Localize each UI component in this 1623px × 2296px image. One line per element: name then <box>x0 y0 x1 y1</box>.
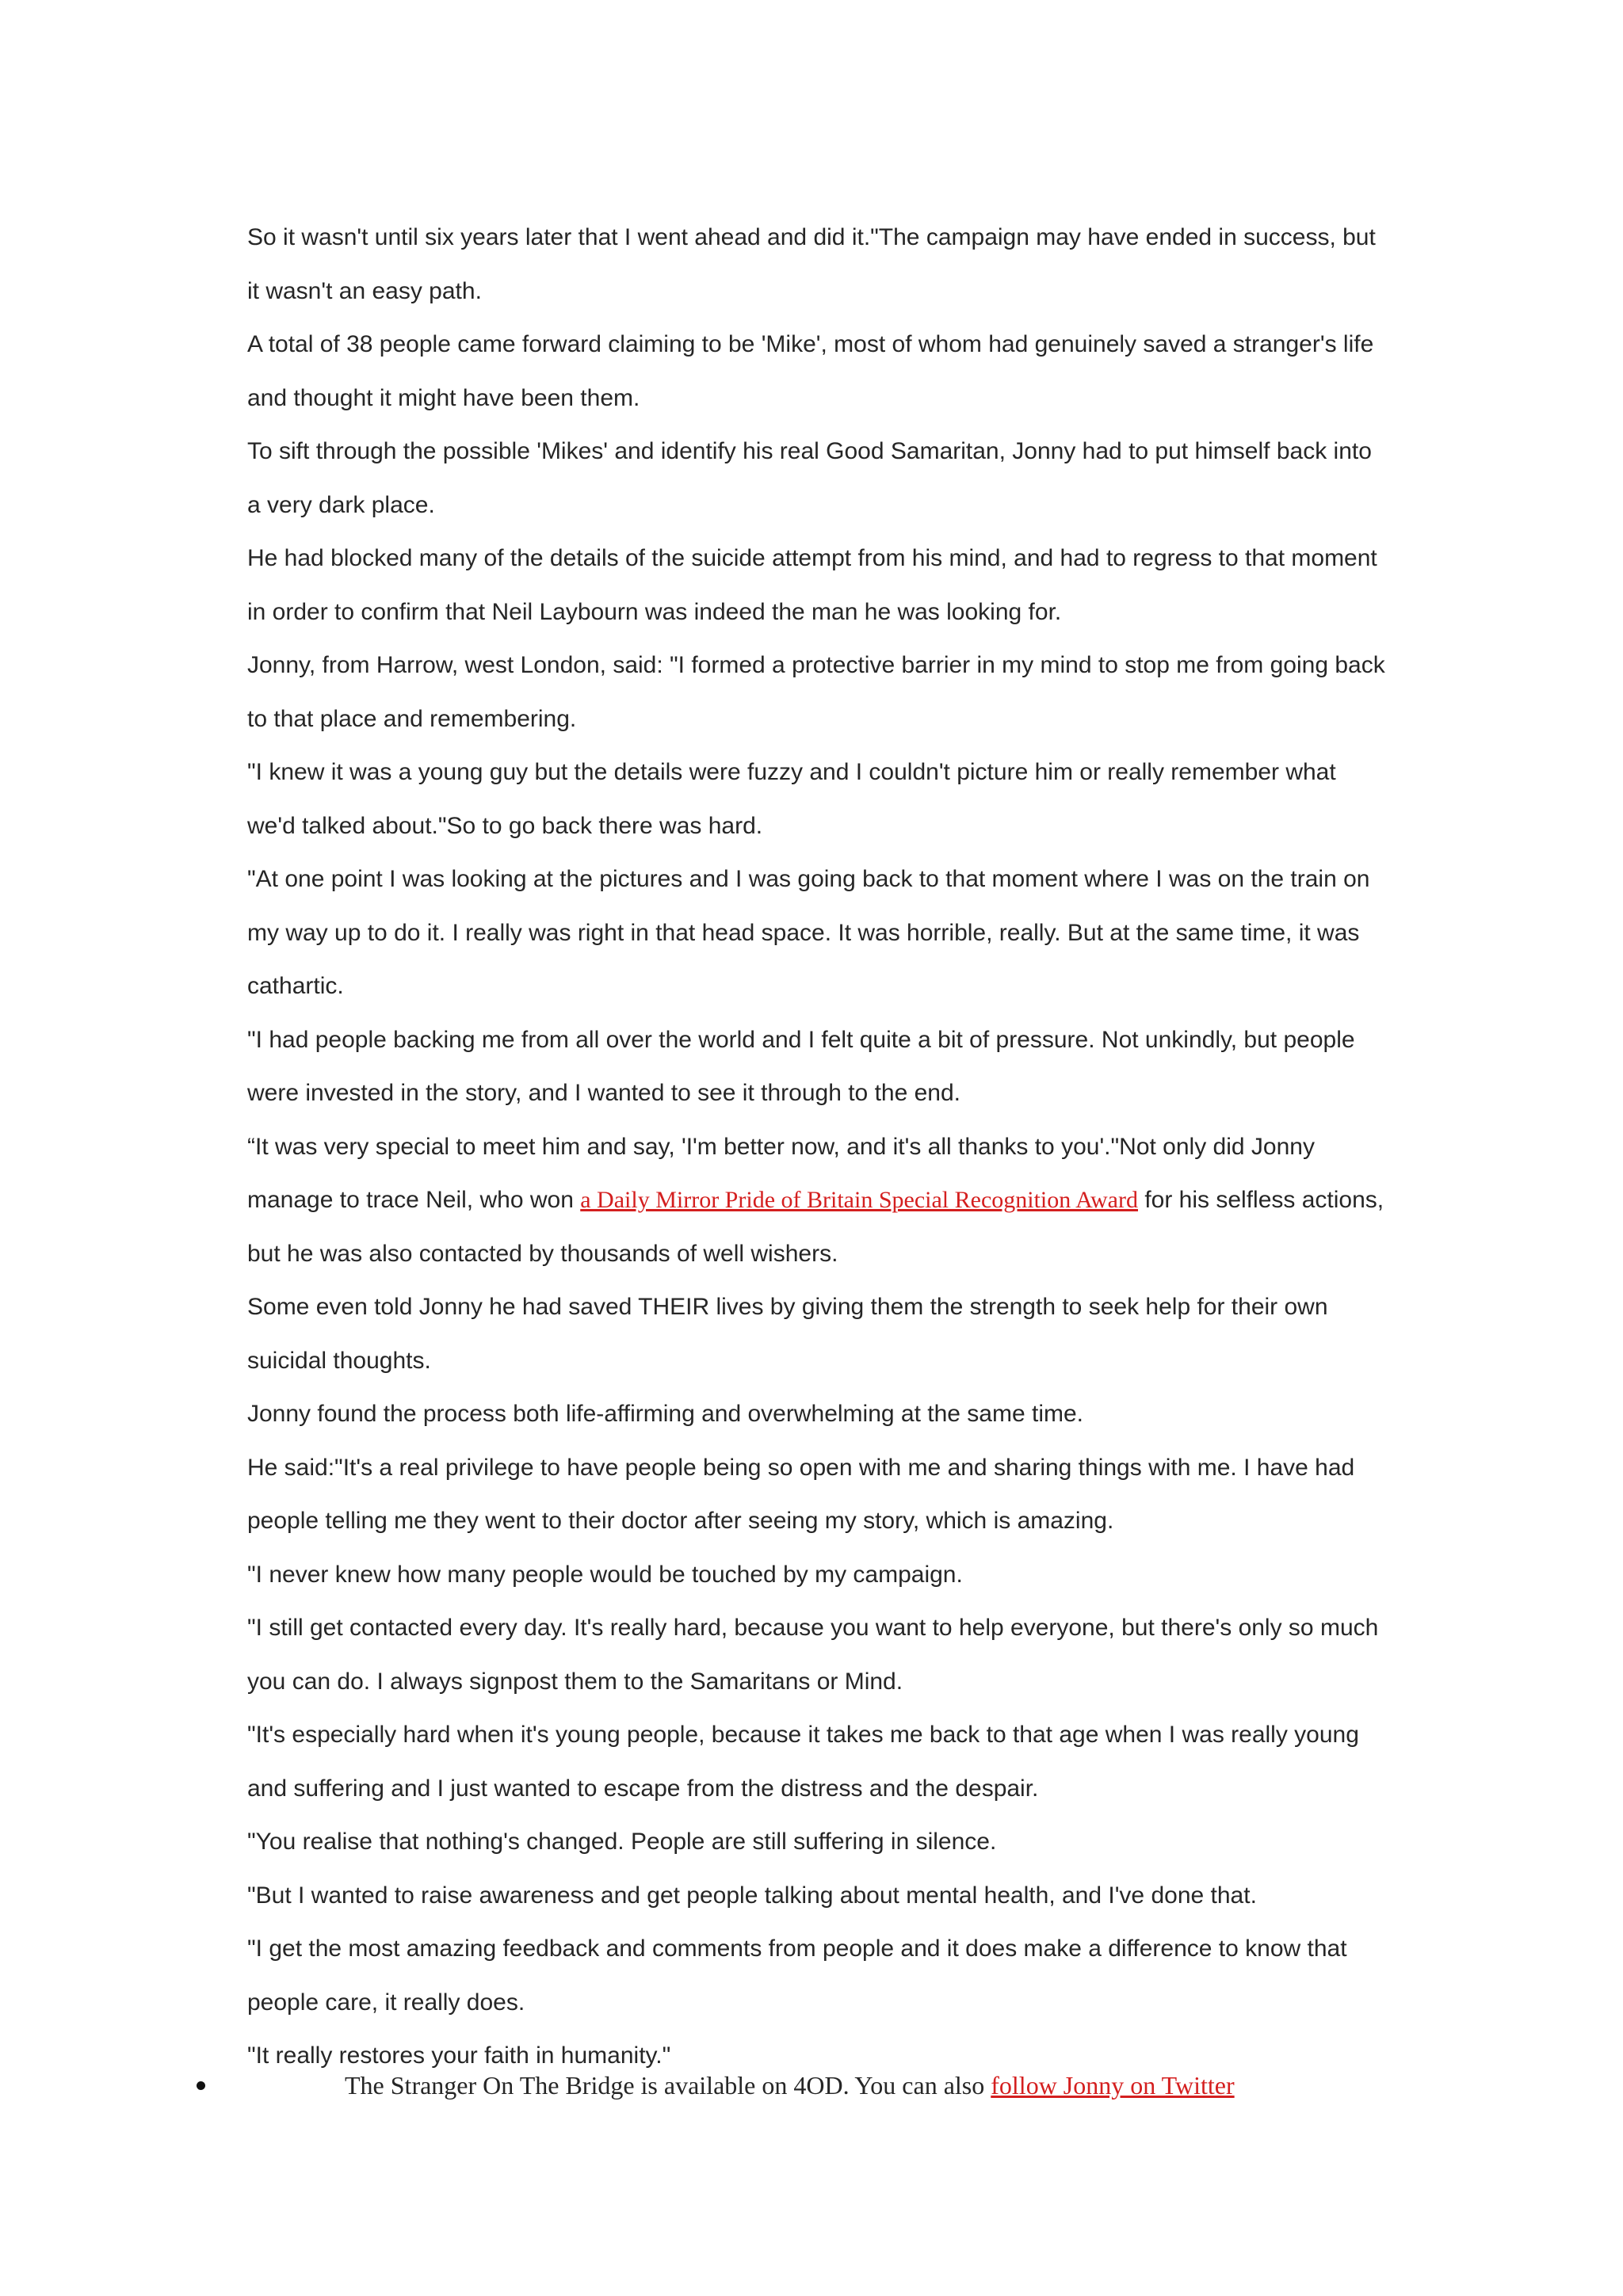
paragraph-text: “It was very special to meet him and say, 'I'm better now, and it's all thanks to you'."Not only did Jonny manage to trace Neil, who won <box>247 1133 1315 1213</box>
paragraph: "I get the most amazing feedback and comments from people and it does make a difference to know that people care, it really does. <box>247 1936 1347 2016</box>
follow-jonny-twitter-link[interactable]: follow Jonny on Twitter <box>991 2071 1235 2100</box>
paragraph: Jonny found the process both life-affirming and overwhelming at the same time. <box>247 1401 1084 1427</box>
paragraph: "You realise that nothing's changed. People are still suffering in silence. <box>247 1829 997 1855</box>
paragraph: To sift through the possible 'Mikes' and identify his real Good Samaritan, Jonny had to put himself back into a very dark place. <box>247 438 1372 518</box>
paragraph: "I never knew how many people would be touched by my campaign. <box>247 1561 963 1588</box>
paragraph: He said:"It's a real privilege to have people being so open with me and sharing things with me. I have had people telling me they went to their doctor after seeing my story, which is amazing. <box>247 1454 1355 1534</box>
paragraph: He had blocked many of the details of the suicide attempt from his mind, and had to regress to that moment in order to confirm that Neil Laybourn was indeed the man he was looking for. <box>247 545 1377 625</box>
paragraph-with-link <box>247 1120 1388 1281</box>
paragraph: "I had people backing me from all over the world and I felt quite a bit of pressure. Not unkindly, but people were invested in the story, and I wanted to see it through to the end. <box>247 1026 1355 1106</box>
paragraph: "I knew it was a young guy but the details were fuzzy and I couldn't picture him or really remember what we'd talked about."So to go back there was hard. <box>247 759 1336 839</box>
paragraph: A total of 38 people came forward claiming to be 'Mike', most of whom had genuinely saved a stranger's life and thought it might have been them. <box>247 331 1374 411</box>
bullet-text <box>345 2061 1235 2109</box>
bullet-icon <box>197 2081 205 2090</box>
paragraph: So it wasn't until six years later that I went ahead and did it."The campaign may have ended in success, but it wasn't an easy path. <box>247 224 1376 304</box>
pride-of-britain-award-link[interactable]: a Daily Mirror Pride of Britain Special Recognition Award <box>580 1187 1138 1213</box>
paragraph: "It really restores your faith in humanity." <box>247 2042 671 2069</box>
bullet-label: The Stranger On The Bridge is available on 4OD. You can also <box>345 2071 991 2100</box>
paragraph: "I still get contacted every day. It's really hard, because you want to help everyone, but there's only so much you can do. I always signpost them to the Samaritans or Mind. <box>247 1615 1379 1695</box>
paragraph: "It's especially hard when it's young people, because it takes me back to that age when I was really young and suffering and I just wanted to escape from the distress and the despair. <box>247 1722 1359 1802</box>
paragraph: "But I wanted to raise awareness and get people talking about mental health, and I've done that. <box>247 1882 1257 1909</box>
bullet-list-item <box>195 2061 1384 2109</box>
paragraph: "At one point I was looking at the pictures and I was going back to that moment where I was on the train on my way up to do it. I really was right in that head space. It was horrible, really. But at the same time, it was cathartic. <box>247 866 1370 999</box>
paragraph: Some even told Jonny he had saved THEIR lives by giving them the strength to seek help for their own suicidal thoughts. <box>247 1294 1328 1374</box>
article-body <box>247 211 1388 2083</box>
paragraph-text: for his selfless actions, but he was also contacted by thousands of well wishers. <box>247 1187 1384 1267</box>
paragraph: Jonny, from Harrow, west London, said: "I formed a protective barrier in my mind to stop me from going back to that place and remembering. <box>247 652 1385 732</box>
